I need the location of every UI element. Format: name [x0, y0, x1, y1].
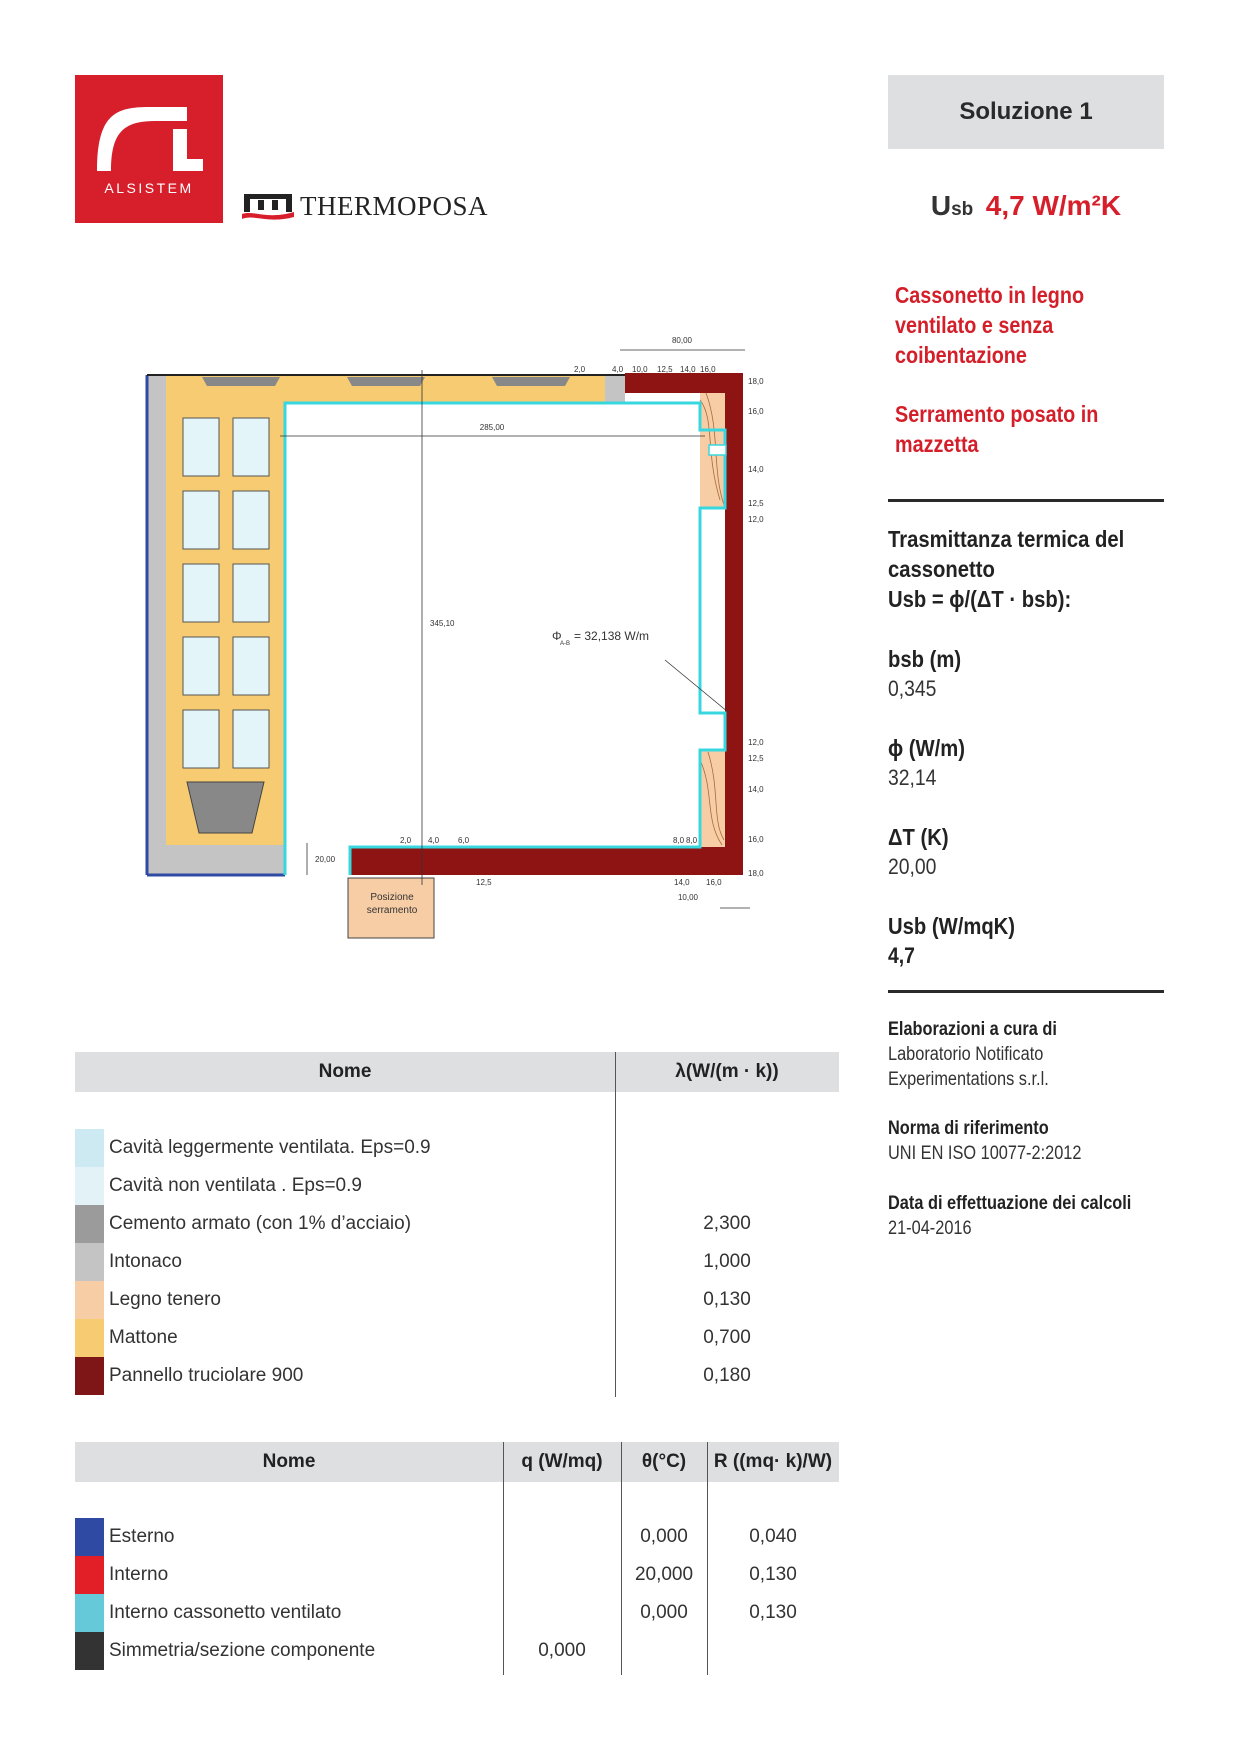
bc-table-header — [75, 1442, 839, 1482]
dim-tick: 18,0 — [748, 377, 764, 386]
dim-tick: 14,0 — [748, 785, 764, 794]
bottom-panel — [350, 847, 743, 875]
description-line: Serramento posato in — [895, 401, 1099, 427]
elab-value: Laboratorio Notificato — [888, 1044, 1044, 1065]
bc-r: 0,130 — [749, 1602, 797, 1623]
material-name: Pannello truciolare 900 — [109, 1365, 304, 1386]
bsb-value: 0,345 — [888, 676, 937, 701]
bc-theta: 0,000 — [640, 1602, 688, 1623]
dim-tick: 10,0 — [632, 365, 648, 374]
dim-tick: 12,5 — [748, 754, 764, 763]
elab-label: Elaborazioni a cura di — [888, 1019, 1057, 1040]
material-name: Legno tenero — [109, 1289, 221, 1310]
usb-summary — [888, 190, 1164, 222]
dim-tick: 2,0 — [574, 365, 586, 374]
material-name: Cemento armato (con 1% d’acciaio) — [109, 1213, 412, 1234]
bc-col-r: R ((mq· k)/W) — [713, 1451, 833, 1472]
cavity-interior — [287, 405, 698, 845]
materials-col-name: Nome — [318, 1061, 372, 1082]
dim-tick: 12,0 — [748, 738, 764, 747]
materials-row — [75, 1357, 839, 1395]
trasmittanza-block — [888, 524, 1143, 614]
dim-tick: 4,0 — [428, 836, 440, 845]
dim-tick: 14,0 — [680, 365, 696, 374]
divider-top — [888, 499, 1164, 502]
posizione-label-1: Posizione — [370, 892, 414, 903]
materials-row — [75, 1319, 839, 1357]
trasmittanza-heading: Trasmittanza termica del — [888, 526, 1125, 552]
bc-col-theta: θ(°C) — [641, 1451, 687, 1472]
dim-height: 345,10 — [430, 619, 455, 628]
solution-title: Soluzione 1 — [888, 75, 1164, 149]
material-swatch — [75, 1243, 104, 1281]
bc-col-name: Nome — [262, 1451, 316, 1472]
description-line: Cassonetto in legno — [895, 282, 1085, 308]
top-panel — [625, 373, 740, 393]
bc-row — [75, 1518, 839, 1556]
phi-block — [888, 733, 1143, 793]
bc-row — [75, 1556, 839, 1594]
alsistem-logo — [75, 75, 223, 223]
data-label: Data di effettuazione dei calcoli — [888, 1193, 1132, 1214]
thermoposa-wordmark: THERMOPOSA — [300, 190, 489, 221]
dt-value: 20,00 — [888, 854, 937, 879]
description-line: mazzetta — [895, 431, 979, 457]
dim-tick: 16,0 — [706, 878, 722, 887]
dim-tick: 12,5 — [748, 499, 764, 508]
materials-row — [75, 1243, 839, 1281]
elab-value: Experimentations s.r.l. — [888, 1069, 1049, 1090]
material-name: Mattone — [109, 1327, 178, 1348]
divider-bottom — [888, 990, 1164, 993]
materials-col-lambda: λ(W/(m · k)) — [675, 1061, 779, 1082]
dim-top: 80,00 — [671, 336, 693, 345]
bc-r: 0,130 — [749, 1564, 797, 1585]
dim-tick: 14,0 — [674, 878, 690, 887]
material-lambda: 1,000 — [703, 1251, 751, 1272]
flux-subscript: A-B — [560, 641, 571, 647]
flux-value: = 32,138 W/m — [574, 629, 650, 643]
material-swatch — [75, 1167, 104, 1205]
bsb-block — [888, 644, 1143, 704]
material-lambda: 0,130 — [703, 1289, 751, 1310]
material-swatch — [75, 1205, 104, 1243]
dim-tick: 14,0 — [748, 465, 764, 474]
trasmittanza-heading: cassonetto — [888, 556, 995, 582]
alsistem-mark-icon — [75, 75, 223, 223]
bc-row — [75, 1594, 839, 1632]
elaborazioni-block — [888, 1017, 1146, 1092]
thermoposa-mark-icon — [242, 190, 294, 222]
data-block — [888, 1191, 1146, 1241]
wood-bottom — [700, 750, 725, 847]
dim-tick: 16,0 — [700, 365, 716, 374]
usb-block — [888, 911, 1143, 971]
description-title-2 — [895, 399, 1119, 459]
brick-trapezoid — [187, 782, 264, 833]
materials-table-header — [75, 1052, 839, 1092]
material-swatch — [75, 1129, 104, 1167]
dim-width: 285,00 — [479, 423, 505, 432]
phi-value: 32,14 — [888, 765, 937, 790]
data-value: 21-04-2016 — [888, 1218, 972, 1239]
materials-row — [75, 1205, 839, 1243]
dim-tick: 8,0 — [673, 836, 685, 845]
dim-tick: 12,0 — [748, 515, 764, 524]
usb-subscript: sb — [951, 199, 974, 220]
bc-swatch — [75, 1556, 104, 1594]
phi-label: ϕ (W/m) — [888, 735, 965, 761]
usb-result: 4,7 — [888, 943, 915, 968]
bc-swatch — [75, 1518, 104, 1556]
lintel-insert — [492, 377, 570, 386]
dim-tick: 8,0 — [686, 836, 698, 845]
usb-value: 4,7 W/m²K — [985, 190, 1122, 221]
lintel-insert — [202, 377, 280, 386]
material-swatch — [75, 1319, 104, 1357]
dim-tick: 2,0 — [400, 836, 412, 845]
description-line: coibentazione — [895, 342, 1027, 368]
bc-col-q: q (W/mq) — [521, 1451, 603, 1472]
bc-swatch — [75, 1594, 104, 1632]
materials-row — [75, 1281, 839, 1319]
material-lambda: 0,180 — [703, 1365, 751, 1386]
dim-tick: 16,0 — [748, 835, 764, 844]
lintel-insert — [347, 377, 425, 386]
material-name: Cavità leggermente ventilata. Eps=0.9 — [109, 1137, 431, 1158]
dim-left: 20,00 — [315, 855, 336, 864]
dt-block — [888, 822, 1143, 882]
thermoposa-logo — [242, 190, 488, 222]
material-lambda: 2,300 — [703, 1213, 751, 1234]
bc-row — [75, 1632, 839, 1670]
bc-name: Interno — [109, 1564, 169, 1585]
material-name: Cavità non ventilata . Eps=0.9 — [109, 1175, 362, 1196]
material-lambda: 0,700 — [703, 1327, 751, 1348]
bc-name: Interno cassonetto ventilato — [109, 1602, 342, 1623]
dim-tick: 4,0 — [612, 365, 624, 374]
dim-bottom: 10,00 — [677, 893, 699, 902]
norma-value: UNI EN ISO 10077-2:2012 — [888, 1143, 1082, 1164]
bc-theta: 20,000 — [634, 1564, 694, 1585]
description-title-1 — [895, 280, 1119, 370]
materials-row — [75, 1167, 839, 1205]
bc-r: 0,040 — [749, 1526, 797, 1547]
trasmittanza-formula: Usb = ϕ/(ΔT · bsb): — [888, 586, 1072, 612]
bsb-label: bsb (m) — [888, 646, 962, 672]
material-name: Intonaco — [109, 1251, 182, 1272]
alsistem-wordmark: ALSISTEM — [104, 180, 194, 196]
dim-tick: 12,5 — [657, 365, 673, 374]
usb-label: Usb (W/mqK) — [888, 913, 1016, 939]
right-panel — [725, 373, 743, 873]
bc-swatch — [75, 1632, 104, 1670]
usb-symbol: U — [930, 190, 952, 221]
dim-tick: 6,0 — [458, 836, 470, 845]
dim-tick: 18,0 — [748, 869, 764, 878]
section-drawing — [0, 330, 780, 950]
materials-row — [75, 1129, 839, 1167]
norma-block — [888, 1116, 1146, 1166]
bc-name: Simmetria/sezione componente — [109, 1640, 376, 1661]
bc-name: Esterno — [109, 1526, 175, 1547]
dim-tick: 16,0 — [748, 407, 764, 416]
material-swatch — [75, 1281, 104, 1319]
dim-tick: 12,5 — [476, 878, 492, 887]
bc-theta: 0,000 — [640, 1526, 688, 1547]
dt-label: ΔT (K) — [888, 824, 949, 850]
posizione-label-2: serramento — [366, 905, 418, 916]
flux-symbol: Φ — [552, 629, 562, 643]
description-line: ventilato e senza — [895, 312, 1054, 338]
norma-label: Norma di riferimento — [888, 1118, 1049, 1139]
lintel-plaster — [605, 375, 625, 403]
bc-q: 0,000 — [538, 1640, 586, 1661]
material-swatch — [75, 1357, 104, 1395]
